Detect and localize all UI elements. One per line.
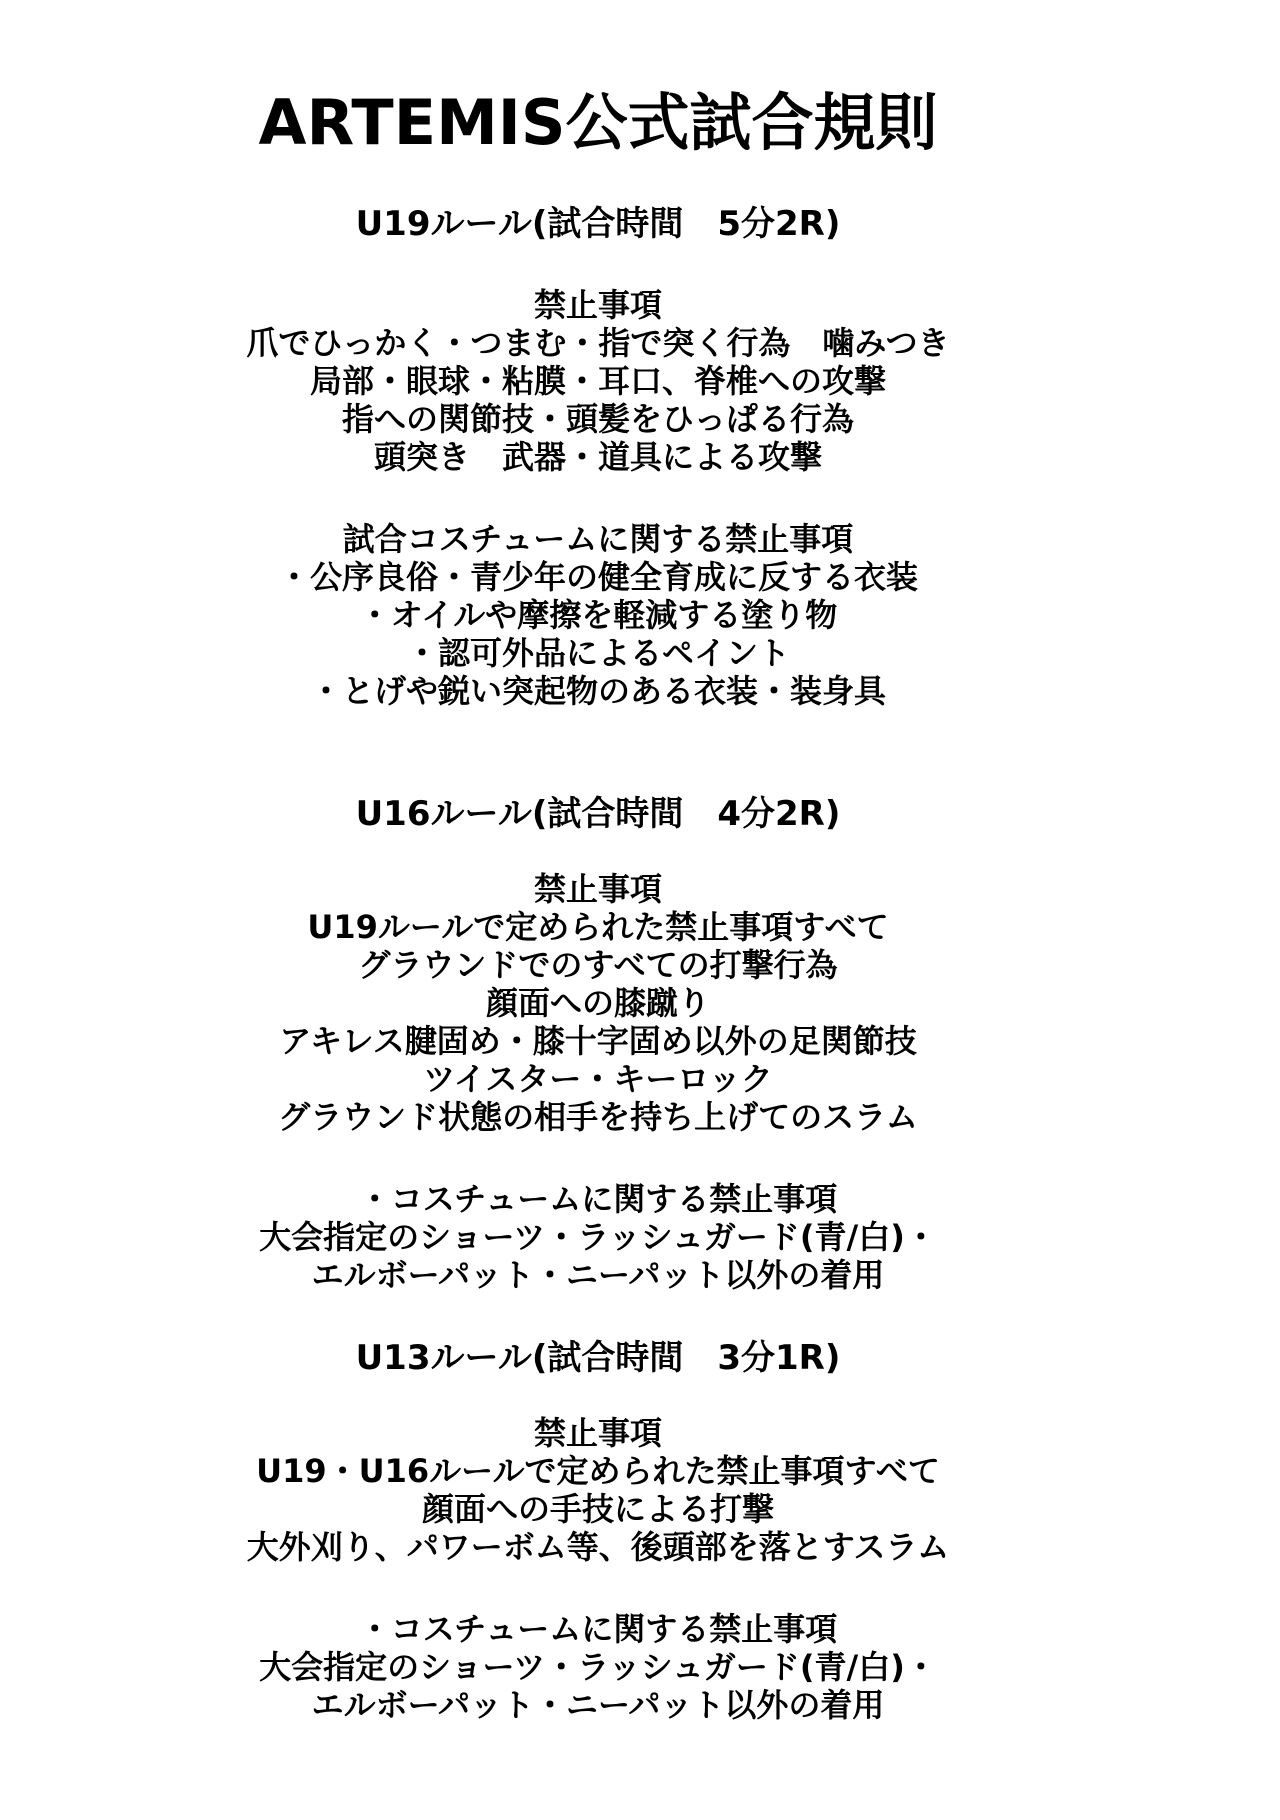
- rule-line: ・認可外品によるペイント: [405, 634, 790, 672]
- rule-line: ・コスチュームに関する禁止事項: [358, 1180, 838, 1218]
- section-heading: U13ルール(試合時間 3分1R): [355, 1338, 841, 1378]
- rule-line: 禁止事項: [533, 870, 662, 908]
- rule-line: U19・U16ルールで定められた禁止事項すべて: [256, 1452, 940, 1490]
- rule-line: グラウンド状態の相手を持ち上げてのスラム: [278, 1098, 918, 1136]
- rule-block: [0, 286, 1196, 476]
- rule-line: 頭突き 武器・道具による攻撃: [373, 438, 822, 476]
- rule-line: 指への関節技・頭髪をひっぱる行為: [341, 400, 854, 438]
- rule-line: U19ルールで定められた禁止事項すべて: [307, 908, 889, 946]
- rule-block: [0, 1610, 1196, 1724]
- rule-line: 爪でひっかく・つまむ・指で突く行為 噛みつき: [246, 324, 950, 362]
- rule-line: エルボーパット・ニーパット以外の着用: [311, 1256, 885, 1294]
- rule-block: [0, 1180, 1196, 1294]
- rule-line: 大会指定のショーツ・ラッシュガード(青/白)・: [259, 1218, 937, 1256]
- rule-line: 大外刈り、パワーボム等、後頭部を落とすスラム: [246, 1528, 950, 1566]
- rule-block: [0, 520, 1196, 710]
- rule-line: 大会指定のショーツ・ラッシュガード(青/白)・: [259, 1648, 937, 1686]
- section-heading: U16ルール(試合時間 4分2R): [355, 794, 841, 834]
- rule-line: 局部・眼球・粘膜・耳口、脊椎への攻撃: [309, 362, 886, 400]
- section-heading: U19ルール(試合時間 5分2R): [355, 204, 841, 244]
- rule-line: ・オイルや摩擦を軽減する塗り物: [358, 596, 838, 634]
- rule-line: ・コスチュームに関する禁止事項: [358, 1610, 838, 1648]
- rule-line: アキレス腱固め・膝十字固め以外の足関節技: [279, 1022, 917, 1060]
- rule-line: ・公序良俗・青少年の健全育成に反する衣装: [277, 558, 918, 596]
- rule-line: エルボーパット・ニーパット以外の着用: [311, 1686, 885, 1724]
- rule-line: 顔面への手技による打撃: [421, 1490, 774, 1528]
- document-title: ARTEMIS公式試合規則: [258, 86, 938, 159]
- rule-line: 顔面への膝蹴り: [485, 984, 710, 1022]
- rule-line: グラウンドでのすべての打撃行為: [358, 946, 838, 984]
- rule-line: 禁止事項: [533, 286, 662, 324]
- rule-line: 試合コスチュームに関する禁止事項: [342, 520, 854, 558]
- rule-line: ツイスター・キーロック: [423, 1060, 773, 1098]
- rule-line: 禁止事項: [533, 1414, 662, 1452]
- rule-block: [0, 870, 1196, 1136]
- rule-block: [0, 1414, 1196, 1566]
- rule-line: ・とげや鋭い突起物のある衣装・装身具: [309, 672, 886, 710]
